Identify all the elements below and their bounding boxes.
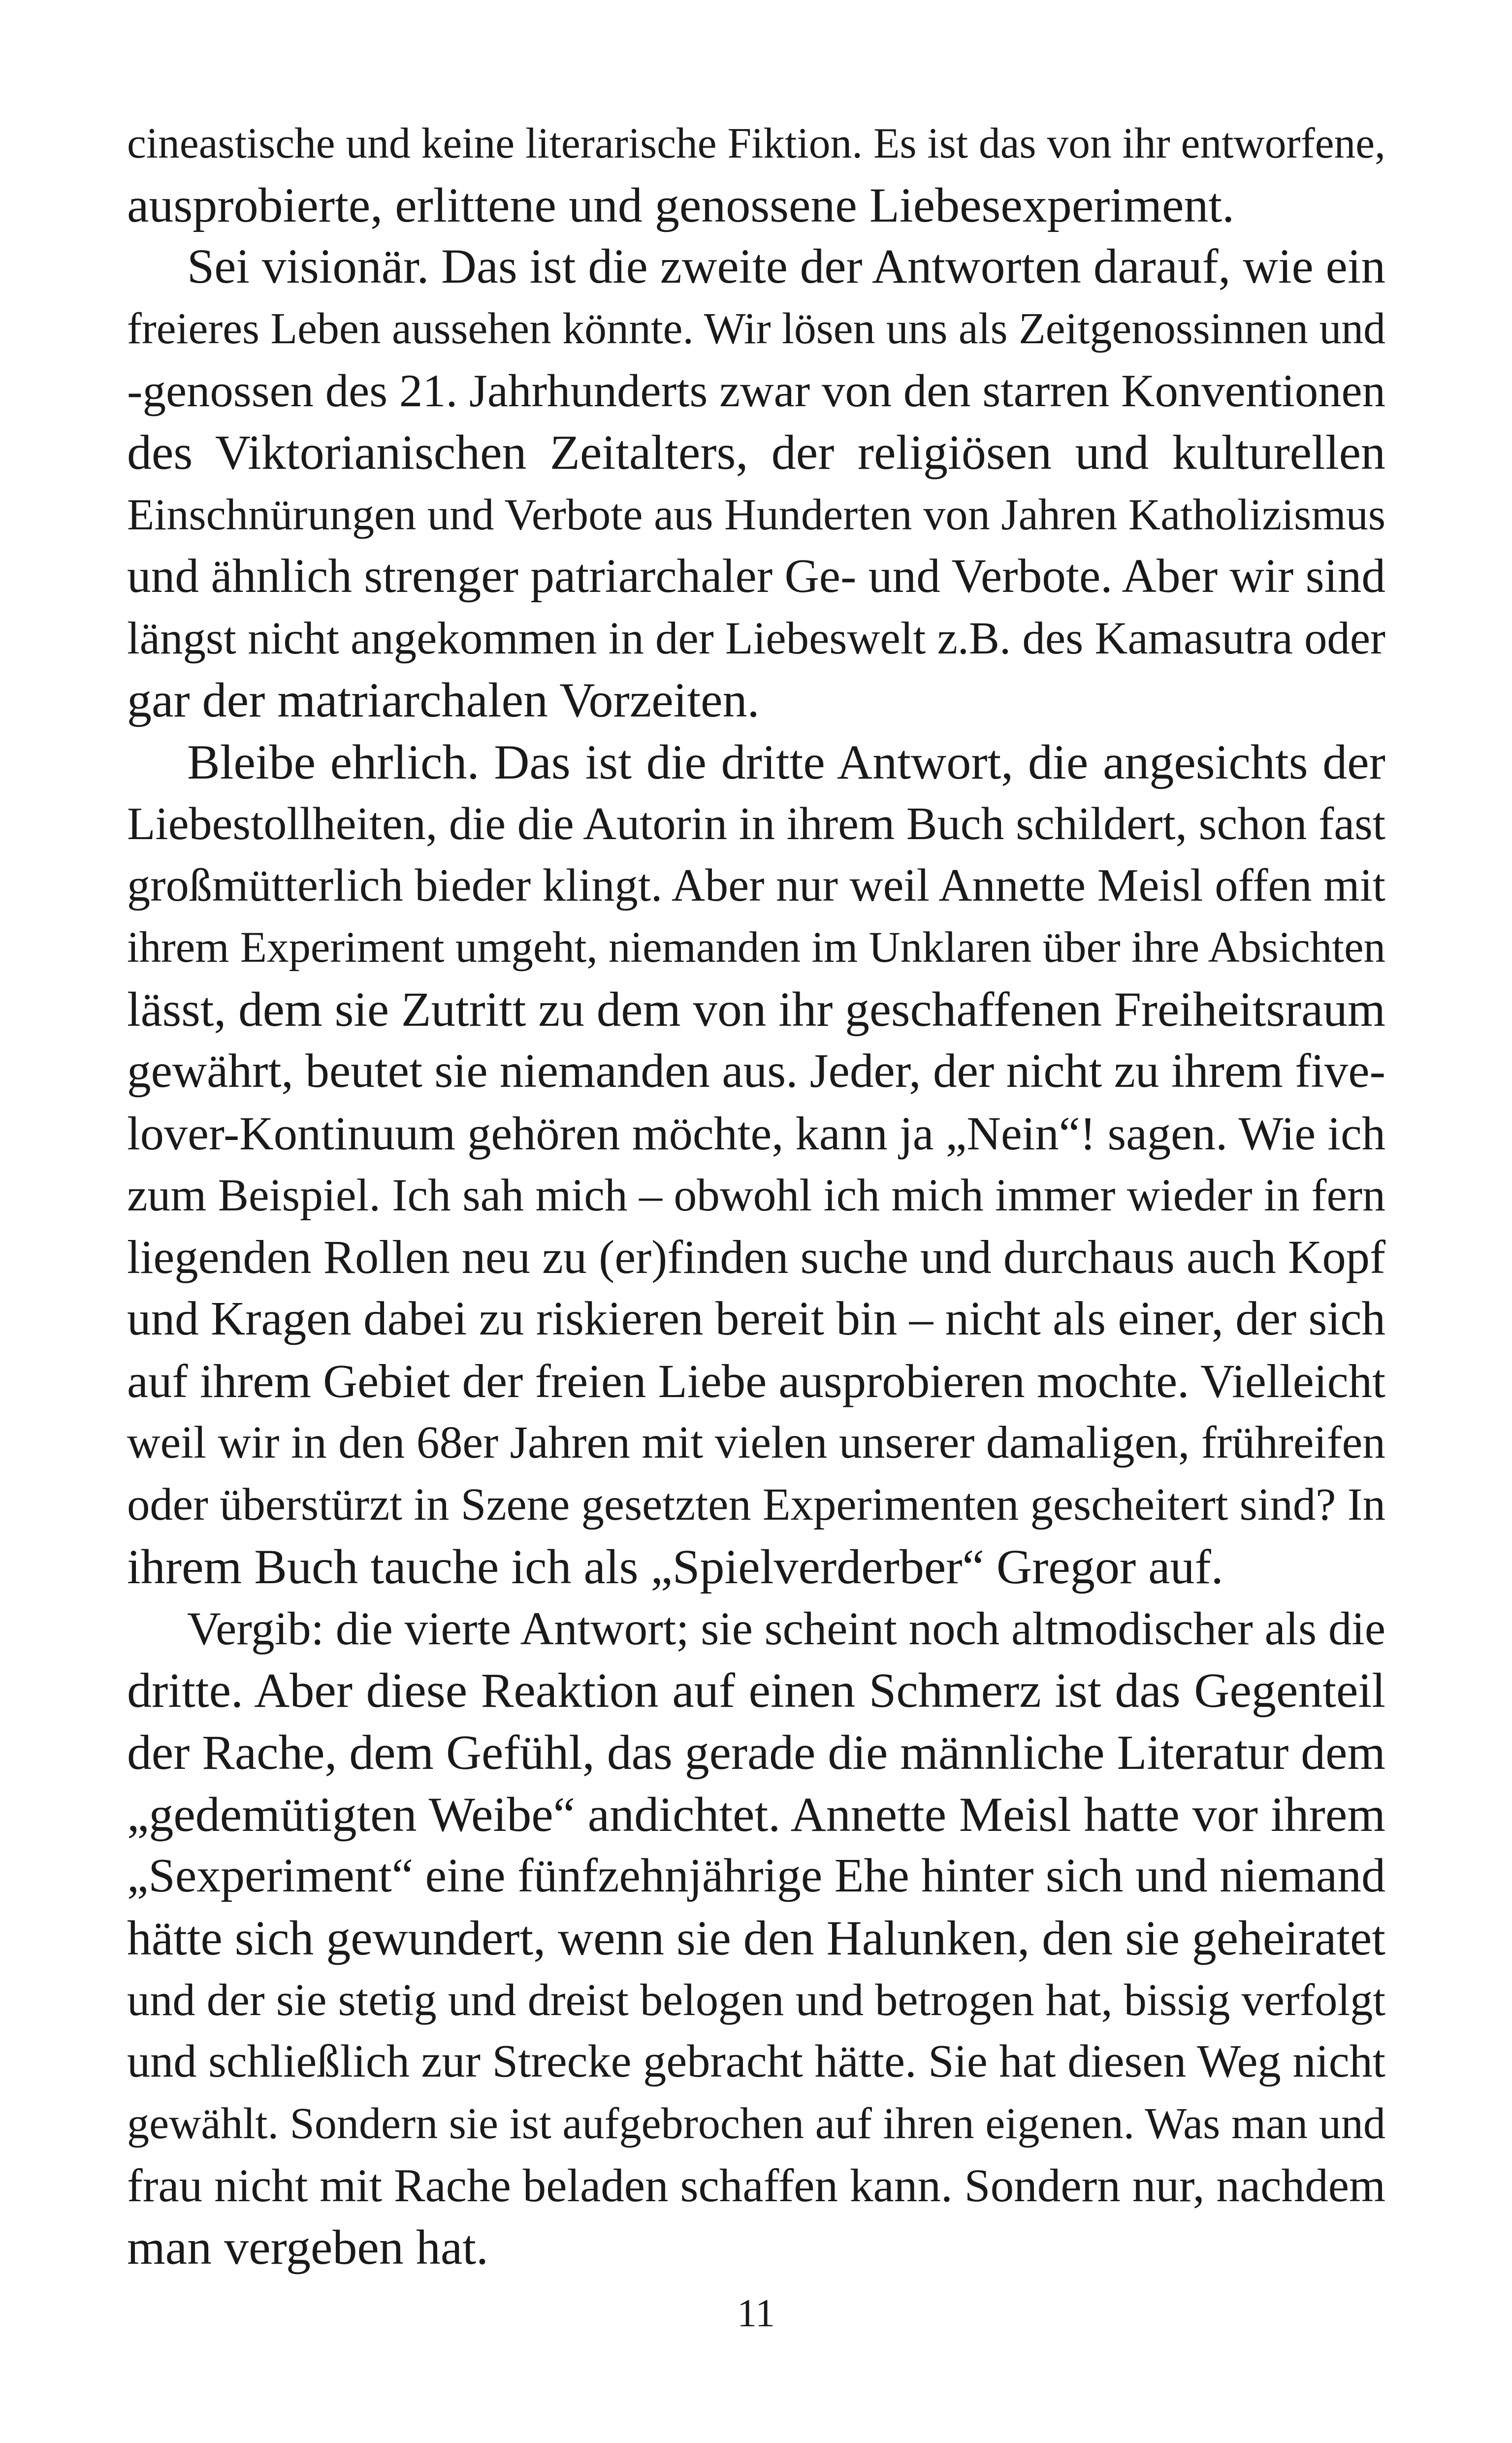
text-line: ihrem Experiment umgeht, niemanden im Unklaren über ihre Absichten (127, 923, 1385, 972)
text-line: weil wir in den 68er Jahren mit vielen unserer damaligen, frühreifen (127, 1417, 1385, 1468)
text-line: „Sexperiment“ eine fünfzehnjährige Ehe hinter sich und niemand (127, 1849, 1385, 1903)
text-line: gewählt. Sondern sie ist aufgebrochen auf ihren eigenen. Was man und (127, 2099, 1385, 2148)
text-line: cineastische und keine literarische Fiktion. Es ist das von ihr entworfene, (127, 119, 1385, 167)
text-line: oder überstürzt in Szene gesetzten Experimenten gescheitert sind? In (127, 1479, 1385, 1531)
text-line: großmütterlich bieder klingt. Aber nur weil Annette Meisl offen mit (127, 860, 1385, 912)
text-line: Vergib: die vierte Antwort; sie scheint noch altmodischer als die (187, 1602, 1385, 1655)
text-line: und ähnlich strenger patriarchaler Ge- und Verbote. Aber wir sind (127, 549, 1385, 603)
text-line: man vergeben hat. (127, 2220, 488, 2275)
body-text (127, 112, 1385, 2279)
page-number: 11 (737, 2292, 775, 2335)
text-line: liegenden Rollen neu zu (er)finden suche und durchaus auch Kopf (127, 1231, 1385, 1284)
text-line: des Viktorianischen Zeitalters, der religiösen und kulturellen (127, 425, 1385, 480)
text-line: Liebestollheiten, die die Autorin in ihrem Buch schildert, schon fast (127, 798, 1385, 849)
text-line: Bleibe ehrlich. Das ist die dritte Antwort, die angesichts der (187, 734, 1385, 789)
text-line: ihrem Buch tauche ich als „Spielverderber“ Gregor auf. (127, 1539, 1223, 1594)
text-line: zum Beispiel. Ich sah mich – obwohl ich mich immer wieder in fern (127, 1170, 1385, 1221)
text-line: gar der matriarchalen Vorzeiten. (127, 673, 760, 728)
text-line: und schließlich zur Strecke gebracht hätte. Sie hat diesen Weg nicht (127, 2036, 1385, 2087)
text-line: und der sie stetig und dreist belogen und betrogen hat, bissig verfolgt (127, 1974, 1385, 2025)
text-line: hätte sich gewundert, wenn sie den Halunken, den sie geheiratet (127, 1910, 1385, 1965)
text-line: freieres Leben aussehen könnte. Wir lösen uns als Zeitgenossinnen und (127, 304, 1386, 354)
text-line: auf ihrem Gebiet der freien Liebe ausprobieren mochte. Vielleicht (127, 1354, 1385, 1407)
text-line: frau nicht mit Rache beladen schaffen kann. Sondern nur, nachdem (127, 2159, 1385, 2212)
text-line: -genossen des 21. Jahrhunderts zwar von den starren Konventionen (127, 364, 1385, 417)
text-line: Einschnürungen und Verbote aus Hunderten von Jahren Katholizismus (127, 489, 1385, 540)
text-line: dritte. Aber diese Reaktion auf einen Schmerz ist das Gegenteil (127, 1663, 1385, 1718)
text-line: gewährt, beutet sie niemanden aus. Jeder, der nicht zu ihrem five- (127, 1044, 1385, 1098)
text-line: Sei visionär. Das ist die zweite der Antworten darauf, wie ein (187, 239, 1385, 294)
text-line: der Rache, dem Gefühl, das gerade die männliche Literatur dem (127, 1725, 1385, 1780)
text-line: lässt, dem sie Zutritt zu dem von ihr geschaffenen Freiheitsraum (127, 982, 1385, 1037)
text-line: lover-Kontinuum gehören möchte, kann ja „Nein“! sagen. Wie ich (127, 1107, 1385, 1160)
text-line: ausprobierte, erlittene und genossene Liebesexperiment. (127, 177, 1235, 232)
text-line: „gedemütigten Weibe“ andichtet. Annette Meisl hatte vor ihrem (127, 1787, 1385, 1842)
text-line: und Kragen dabei zu riskieren bereit bin – nicht als einer, der sich (127, 1292, 1385, 1346)
text-line: längst nicht angekommen in der Liebeswelt z.B. des Kamasutra oder (127, 613, 1385, 664)
